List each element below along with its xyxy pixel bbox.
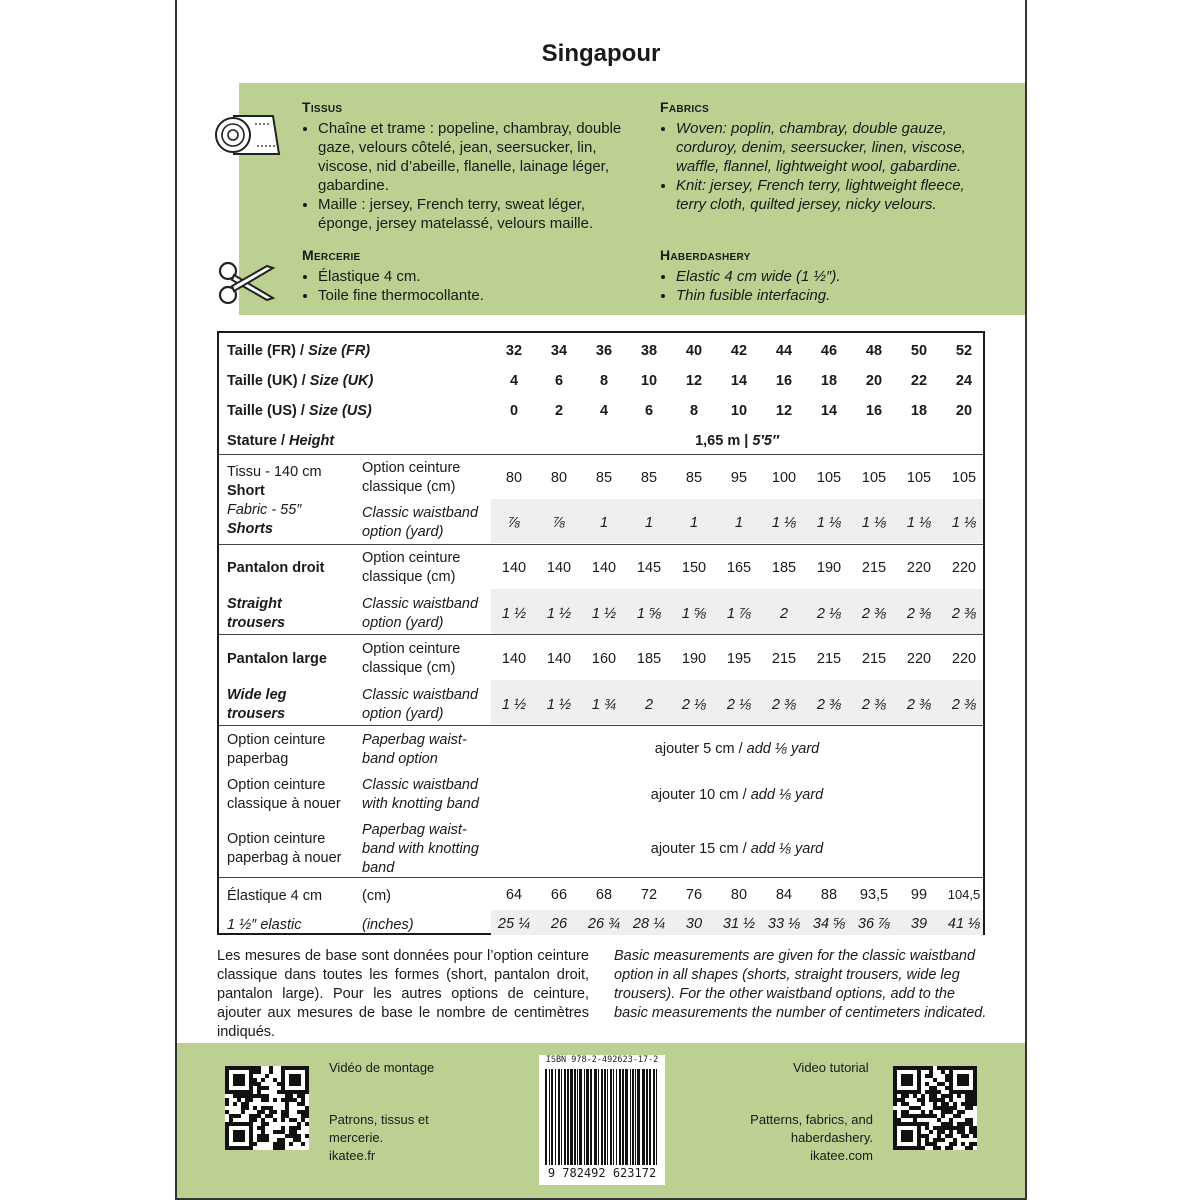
- value-cell: 80: [550, 470, 568, 486]
- footer-site-fr[interactable]: ikatee.fr: [329, 1148, 376, 1163]
- value-cell: 190: [681, 651, 707, 667]
- value-cell: 165: [726, 560, 752, 576]
- value-cell: 26 ¾: [587, 916, 621, 932]
- value-cell: 1 ⅛: [861, 515, 887, 531]
- value-cell: 140: [501, 560, 527, 576]
- value-cell: 42: [730, 343, 748, 359]
- value-cell: 72: [640, 887, 658, 903]
- footer-shop-en: Patterns, fabrics, and haberdashery.: [750, 1112, 873, 1145]
- value-cell: 2 ⅛: [726, 697, 752, 713]
- qr-code-en[interactable]: [893, 1066, 977, 1150]
- separator: [219, 544, 983, 545]
- fabrics-fr-heading: Tissus: [302, 99, 343, 115]
- footer-video-en: Video tutorial: [793, 1060, 869, 1075]
- page-title: Singapour: [541, 40, 661, 67]
- value-cell: 18: [910, 403, 928, 419]
- value-cell: 2 ⅜: [816, 697, 842, 713]
- elastic-label-fr: Élastique 4 cm: [227, 888, 323, 904]
- height-value: 1,65 m | 5′5″: [695, 433, 779, 449]
- value-cell: 195: [726, 651, 752, 667]
- wide-sub-yd: Classic waistband option (yard): [362, 687, 479, 722]
- value-cell: 215: [771, 651, 797, 667]
- straight-sub-yd: Classic waistband option (yard): [362, 596, 479, 631]
- note-fr: Les mesures de base sont données pour l’option ceinture classique dans toutes les formes (short, pantalon droit, pantalon large). Pour les autres options de ceinture, ajouter aux mesures de base le nombre de centimètres indiqués.: [217, 948, 589, 1040]
- value-cell: 185: [636, 651, 662, 667]
- value-cell: 80: [505, 470, 523, 486]
- separator: [219, 877, 983, 878]
- value-cell: 12: [775, 403, 793, 419]
- value-cell: 4: [509, 373, 519, 389]
- value-cell: 105: [816, 470, 842, 486]
- value-cell: 1 ⅛: [816, 515, 842, 531]
- value-cell: 85: [685, 470, 703, 486]
- value-cell: 105: [861, 470, 887, 486]
- elastic-unit-in: (inches): [362, 917, 414, 933]
- size-us-label: Taille (US) / Size (US): [227, 403, 372, 419]
- option-paperbag-knot-value: ajouter 15 cm / add ⅛ yard: [650, 841, 824, 857]
- value-cell: 140: [546, 560, 572, 576]
- value-cell: 64: [505, 887, 523, 903]
- value-cell: 76: [685, 887, 703, 903]
- option-paperbag-sub: Paperbag waist-band option: [362, 732, 467, 767]
- option-knot-label: Option ceinture classique à nouer: [227, 777, 341, 812]
- value-cell: 20: [865, 373, 883, 389]
- size-table: [217, 331, 985, 935]
- value-cell: 39: [910, 916, 928, 932]
- value-cell: 2 ⅜: [906, 697, 932, 713]
- elastic-unit-cm: (cm): [362, 888, 391, 904]
- value-cell: 8: [689, 403, 699, 419]
- wide-label-fr: Pantalon large: [227, 651, 327, 667]
- value-cell: 40: [685, 343, 703, 359]
- fabrics-fr-item: • Chaîne et trame : popeline, chambray, double gaze, velours côtelé, jean, seersucker, lin, viscose, nid d’abeille, flanelle, lainage léger, gabardine.: [318, 119, 632, 195]
- straight-sub-cm: Option ceinture classique (cm): [362, 550, 461, 585]
- size-fr-label: Taille (FR) / Size (FR): [227, 343, 371, 359]
- value-cell: 150: [681, 560, 707, 576]
- value-cell: 84: [775, 887, 793, 903]
- haberdashery-en-item: • Elastic 4 cm wide (1 ½″).: [676, 267, 988, 286]
- value-cell: 1 ⅛: [906, 515, 932, 531]
- wide-sub-cm: Option ceinture classique (cm): [362, 641, 461, 676]
- haberdashery-fr-item: • Toile fine thermocollante.: [318, 286, 632, 305]
- value-cell: 215: [861, 651, 887, 667]
- value-cell: 10: [730, 403, 748, 419]
- value-cell: 220: [951, 560, 977, 576]
- short-sub-cm: Option ceinture classique (cm): [362, 460, 461, 495]
- haberdashery-fr-heading: Mercerie: [302, 247, 361, 263]
- fabrics-en: [660, 98, 988, 214]
- value-cell: 4: [599, 403, 609, 419]
- value-cell: 14: [820, 403, 838, 419]
- value-cell: 44: [775, 343, 793, 359]
- height-label: Stature / Height: [227, 433, 335, 449]
- value-cell: 1 ¾: [591, 697, 617, 713]
- value-cell: 140: [501, 651, 527, 667]
- value-cell: 1 ⅝: [681, 606, 707, 622]
- value-cell: ⅞: [552, 515, 566, 531]
- haberdashery-en-heading: Haberdashery: [660, 247, 751, 263]
- value-cell: 145: [636, 560, 662, 576]
- value-cell: 18: [820, 373, 838, 389]
- value-cell: 26: [550, 916, 568, 932]
- value-cell: 32: [505, 343, 523, 359]
- size-uk-label: Taille (UK) / Size (UK): [227, 373, 374, 389]
- value-cell: 1 ⅝: [636, 606, 662, 622]
- value-cell: 52: [955, 343, 973, 359]
- value-cell: 25 ¼: [497, 916, 531, 932]
- value-cell: 100: [771, 470, 797, 486]
- footer-shop-fr: Patrons, tissus et mercerie.: [329, 1112, 429, 1145]
- value-cell: 2 ⅜: [951, 697, 977, 713]
- value-cell: 105: [906, 470, 932, 486]
- value-cell: 190: [816, 560, 842, 576]
- value-cell: 68: [595, 887, 613, 903]
- value-cell: 2: [644, 697, 654, 713]
- separator: [219, 454, 983, 455]
- value-cell: 6: [644, 403, 654, 419]
- value-cell: 88: [820, 887, 838, 903]
- fabric-roll-icon: [215, 112, 281, 158]
- value-cell: ⅞: [507, 515, 521, 531]
- value-cell: 185: [771, 560, 797, 576]
- value-cell: 1 ⅛: [771, 515, 797, 531]
- value-cell: 14: [730, 373, 748, 389]
- value-cell: 66: [550, 887, 568, 903]
- footer: [177, 1043, 1025, 1198]
- value-cell: 1: [599, 515, 609, 531]
- value-cell: 85: [595, 470, 613, 486]
- value-cell: 2 ⅜: [906, 606, 932, 622]
- fabrics-en-item: • Woven: poplin, chambray, double gauze, corduroy, denim, seersucker, linen, viscose, waffle, flannel, lightweight wool, gabardine.: [676, 119, 988, 176]
- value-cell: 6: [554, 373, 564, 389]
- value-cell: 140: [591, 560, 617, 576]
- option-paperbag-value: ajouter 5 cm / add ⅛ yard: [654, 741, 820, 757]
- short-sub-yd: Classic waistband option (yard): [362, 505, 479, 540]
- note-en: Basic measurements are given for the classic waistband option in all shapes (shorts, straight trousers, wide leg trousers). For the other waistband options, add to the basic measurements the number of centimeters indicated.: [614, 948, 987, 1021]
- isbn-barcode: [539, 1055, 665, 1185]
- qr-code-fr[interactable]: [225, 1066, 309, 1150]
- option-paperbag-knot-label: Option ceinture paperbag à nouer: [227, 831, 342, 866]
- separator: [219, 634, 983, 635]
- option-knot-sub: Classic waistband with knotting band: [362, 777, 479, 812]
- option-paperbag-knot-sub: Paperbag waist-band with knotting band: [362, 822, 479, 876]
- value-cell: 85: [640, 470, 658, 486]
- value-cell: 31 ½: [722, 916, 756, 932]
- value-cell: 34 ⅝: [812, 916, 846, 932]
- value-cell: 105: [951, 470, 977, 486]
- value-cell: 16: [775, 373, 793, 389]
- value-cell: 1: [734, 515, 744, 531]
- value-cell: 93,5: [859, 887, 889, 903]
- isbn-text: ISBN 978-2-492623-17-2: [545, 1055, 659, 1065]
- value-cell: 30: [685, 916, 703, 932]
- value-cell: 16: [865, 403, 883, 419]
- value-cell: 80: [730, 887, 748, 903]
- value-cell: 1 ½: [546, 697, 572, 713]
- barcode-number: 9 782492 623172: [547, 1166, 657, 1180]
- barcode-bars: [545, 1069, 659, 1165]
- fabrics-en-heading: Fabrics: [660, 99, 709, 115]
- scissors-icon: [217, 258, 277, 308]
- value-cell: 46: [820, 343, 838, 359]
- value-cell: 2 ⅛: [816, 606, 842, 622]
- value-cell: 1 ⅞: [726, 606, 752, 622]
- value-cell: 2: [554, 403, 564, 419]
- value-cell: 220: [906, 560, 932, 576]
- value-cell: 20: [955, 403, 973, 419]
- option-knot-value: ajouter 10 cm / add ⅛ yard: [650, 787, 824, 803]
- value-cell: 24: [955, 373, 973, 389]
- value-cell: 1 ⅛: [951, 515, 977, 531]
- pattern-back-cover: [175, 0, 1027, 1200]
- value-cell: 1 ½: [501, 697, 527, 713]
- value-cell: 10: [640, 373, 658, 389]
- value-cell: 95: [730, 470, 748, 486]
- value-cell: 36: [595, 343, 613, 359]
- value-cell: 220: [906, 651, 932, 667]
- value-cell: 2 ⅛: [681, 697, 707, 713]
- value-cell: 41 ⅛: [947, 916, 981, 932]
- value-cell: 1 ½: [546, 606, 572, 622]
- elastic-label-en: 1 ½″ elastic: [227, 917, 302, 933]
- value-cell: 1: [644, 515, 654, 531]
- value-cell: 36 ⅞: [857, 916, 891, 932]
- straight-label-en: Straight trousers: [227, 596, 286, 631]
- value-cell: 2: [779, 606, 789, 622]
- value-cell: 220: [951, 651, 977, 667]
- value-cell: 215: [861, 560, 887, 576]
- value-cell: 215: [816, 651, 842, 667]
- value-cell: 48: [865, 343, 883, 359]
- separator: [219, 725, 983, 726]
- value-cell: 2 ⅜: [951, 606, 977, 622]
- value-cell: 2 ⅜: [771, 697, 797, 713]
- value-cell: 12: [685, 373, 703, 389]
- footer-video-fr: Vidéo de montage: [329, 1060, 435, 1075]
- value-cell: 1: [689, 515, 699, 531]
- value-cell: 140: [546, 651, 572, 667]
- haberdashery-fr-item: • Élastique 4 cm.: [318, 267, 632, 286]
- value-cell: 50: [910, 343, 928, 359]
- value-cell: 1 ½: [591, 606, 617, 622]
- value-cell: 104,5: [947, 887, 981, 902]
- value-cell: 99: [910, 887, 928, 903]
- fabrics-fr: [302, 98, 632, 233]
- value-cell: 38: [640, 343, 658, 359]
- footer-site-en[interactable]: ikatee.com: [810, 1148, 873, 1163]
- fabrics-fr-item: • Maille : jersey, French terry, sweat léger, éponge, jersey matelassé, velours maille.: [318, 195, 632, 233]
- value-cell: 160: [591, 651, 617, 667]
- haberdashery-en-item: • Thin fusible interfacing.: [676, 286, 988, 305]
- haberdashery-en: [660, 246, 988, 305]
- value-cell: 0: [509, 403, 519, 419]
- haberdashery-fr: [302, 246, 632, 305]
- value-cell: 1 ½: [501, 606, 527, 622]
- value-cell: 2 ⅜: [861, 606, 887, 622]
- value-cell: 33 ⅛: [767, 916, 801, 932]
- short-label: Tissu - 140 cm Short Fabric - 55″ Shorts: [227, 464, 322, 537]
- straight-label-fr: Pantalon droit: [227, 560, 325, 576]
- option-paperbag-label: Option ceinture paperbag: [227, 732, 326, 767]
- wide-label-en: Wide leg trousers: [227, 687, 287, 722]
- value-cell: 22: [910, 373, 928, 389]
- value-cell: 2 ⅜: [861, 697, 887, 713]
- fabrics-en-item: • Knit: jersey, French terry, lightweight fleece, terry cloth, quilted jersey, nicky velours.: [676, 176, 988, 214]
- value-cell: 28 ¼: [632, 916, 666, 932]
- value-cell: 34: [550, 343, 568, 359]
- value-cell: 8: [599, 373, 609, 389]
